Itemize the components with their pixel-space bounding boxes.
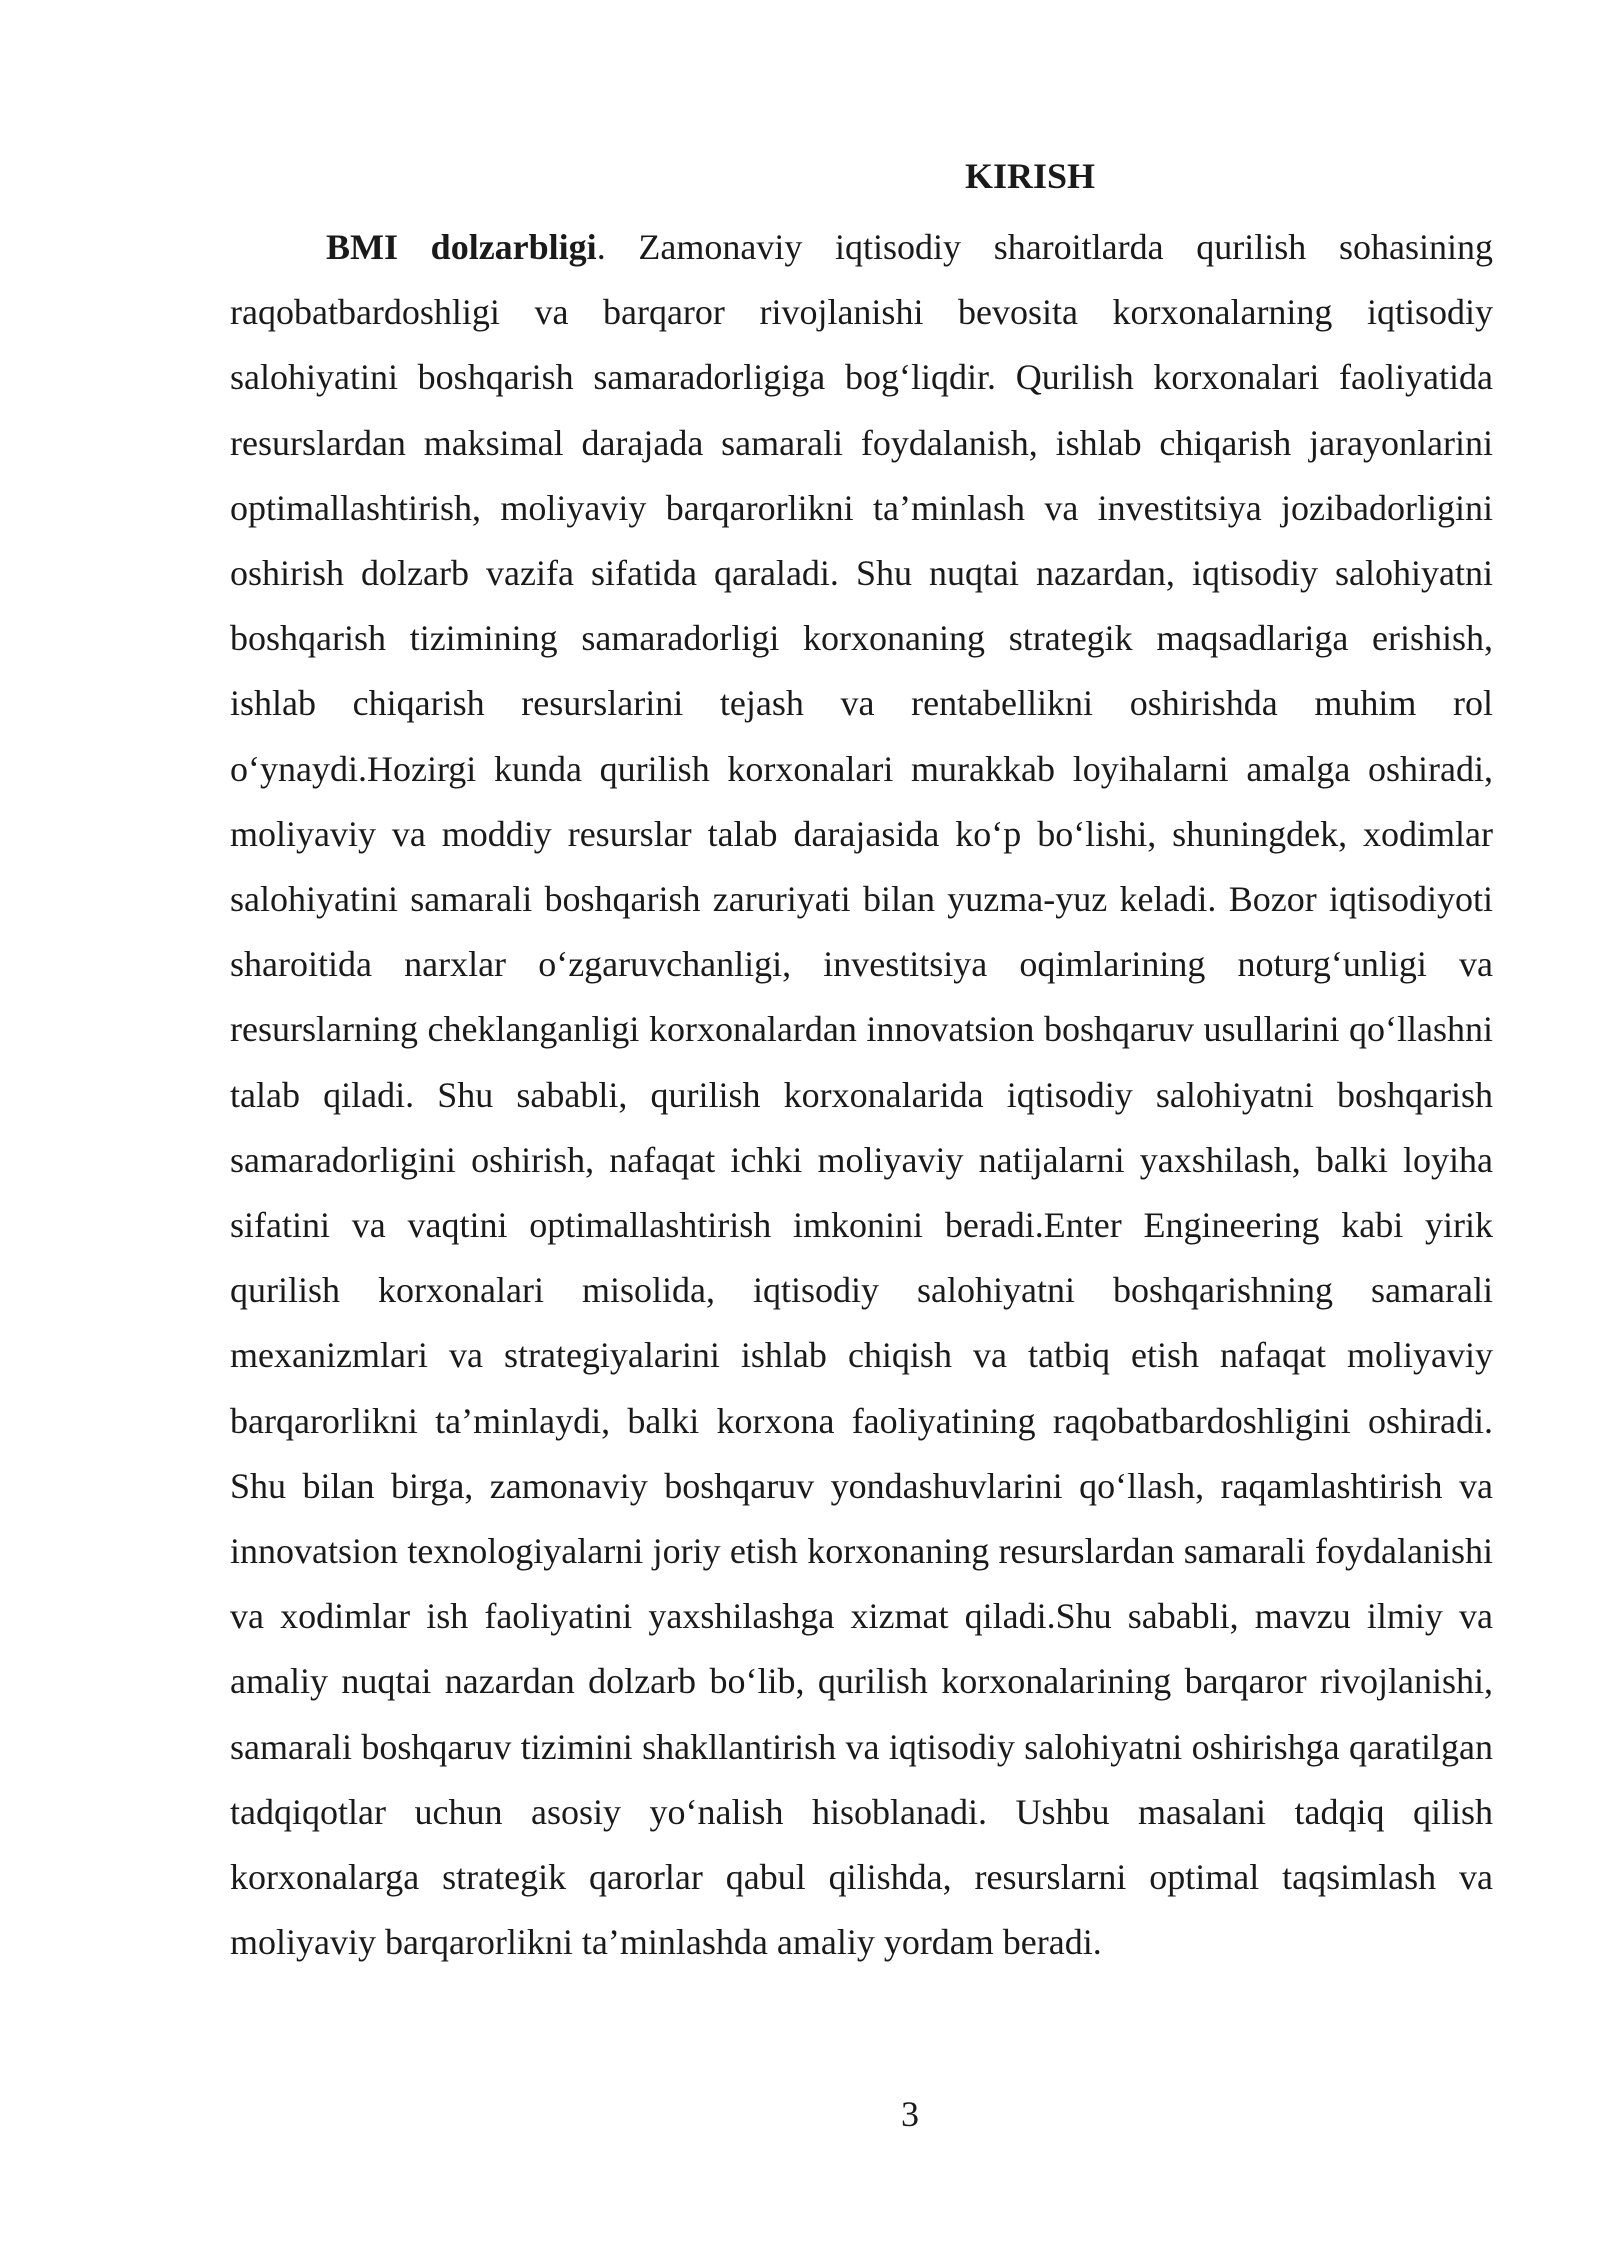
page-number: 3 (901, 2094, 919, 2134)
lead-bold-term: BMI dolzarbligi (326, 227, 597, 267)
paragraph-text: . Zamonaviy iqtisodiy sharoitlarda qurilish sohasining raqobatbardoshligi va barqaror rivojlanishi bevosita korxonalarning iqtisodiy salohiyatini boshqarish samaradorligiga bog‘liqdir. Qurilish korxonalari faoliyatida resurslardan maksimal darajada samarali foydalanish, ishlab chiqarish jarayonlarini optimallashtirish, moliyaviy barqarorlikni ta’minlash va investitsiya jozibadorligini oshirish dolzarb vazifa sifatida qaraladi. Shu nuqtai nazardan, iqtisodiy salohiyatni boshqarish tizimining samaradorligi korxonaning strategik maqsadlariga erishish, ishlab chiqarish resurslarini tejash va rentabellikni oshirishda muhim rol o‘ynaydi.Hozirgi kunda qurilish korxonalari murakkab loyihalarni amalga oshiradi, moliyaviy va moddiy resurslar talab darajasida ko‘p bo‘lishi, shuningdek, xodimlar salohiyatini samarali boshqarish zaruriyati bilan yuzma-yuz keladi. Bozor iqtisodiyoti sharoitida narxlar o‘zgaruvchanligi, investitsiya oqimlarining noturg‘unligi va resurslarning cheklanganligi korxonalardan innovatsion boshqaruv usullarini qo‘llashni talab qiladi. Shu sababli, qurilish korxonalarida iqtisodiy salohiyatni boshqarish samaradorligini oshirish, nafaqat ichki moliyaviy natijalarni yaxshilash, balki loyiha sifatini va vaqtini optimallashtirish imkonini beradi.Enter Engineering kabi yirik qurilish korxonalari misolida, iqtisodiy salohiyatni boshqarishning samarali mexanizmlari va strategiyalarini ishlab chiqish va tatbiq etish nafaqat moliyaviy barqarorlikni ta’minlaydi, balki korxona faoliyatining raqobatbardoshligini oshiradi. Shu bilan birga, zamonaviy boshqaruv yondashuvlarini qo‘llash, raqamlashtirish va innovatsion texnologiyalarni joriy etish korxonaning resurslardan samarali foydalanishi va xodimlar ish faoliyatini yaxshilashga xizmat qiladi.Shu sababli, mavzu ilmiy va amaliy nuqtai nazardan dolzarb bo‘lib, qurilish korxonalarining barqaror rivojlanishi, samarali boshqaruv tizimini shakllantirish va iqtisodiy salohiyatni oshirishga qaratilgan tadqiqotlar uchun asosiy yo‘nalish hisoblanadi. Ushbu masalani tadqiq qilish korxonalarga strategik qarorlar qabul qilishda, resurslarni optimal taqsimlash va moliyaviy barqarorlikni ta’minlashda amaliy yordam beradi. (230, 227, 1493, 1963)
page-heading (0, 150, 1600, 202)
body-paragraph (230, 215, 1493, 1975)
heading-text: KIRISH (964, 156, 1096, 196)
